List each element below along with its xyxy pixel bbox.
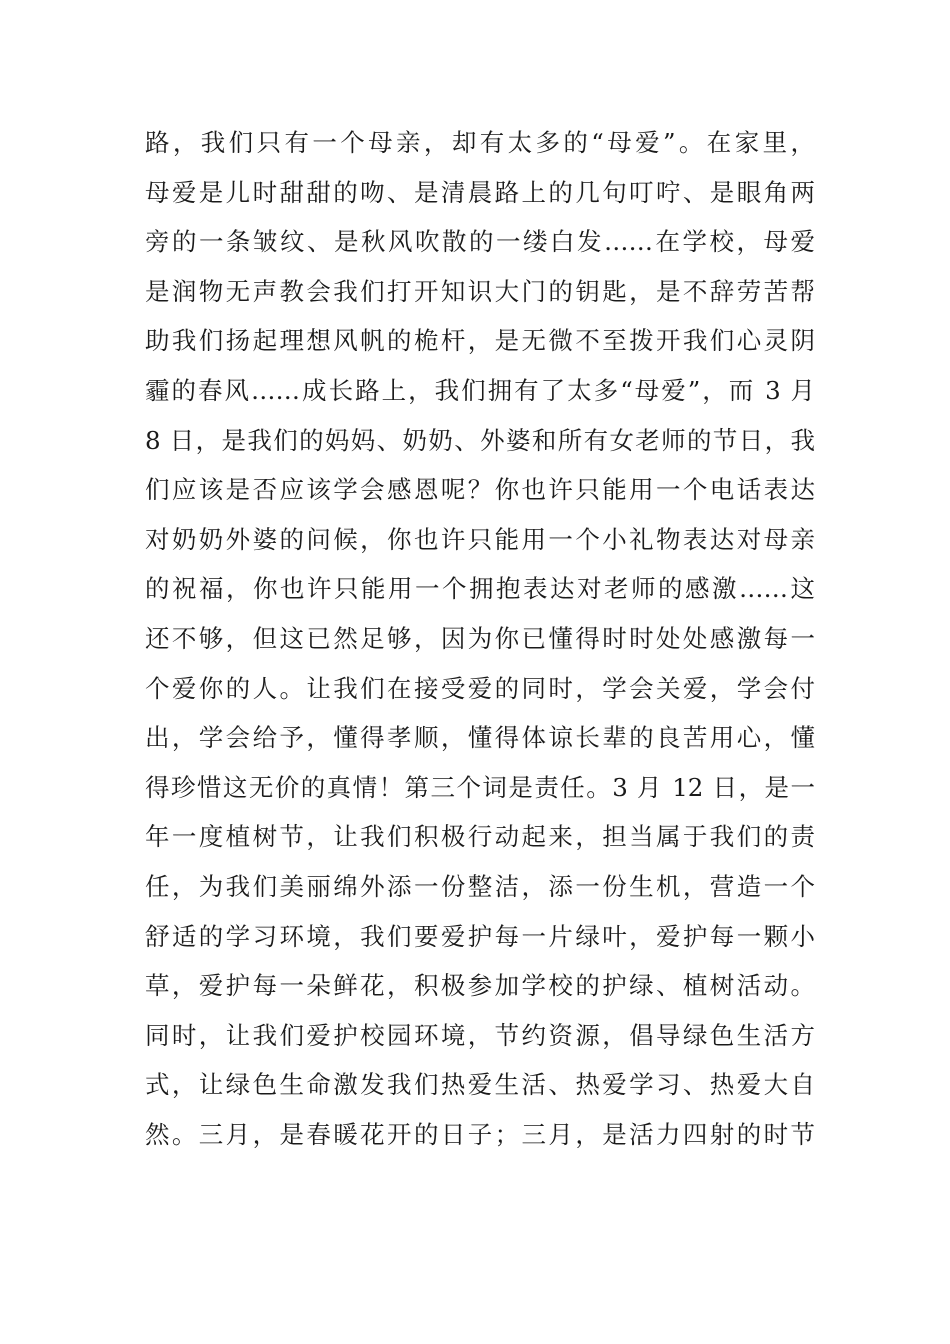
text-line: 年一度植树节，让我们积极行动起来，担当属于我们的责 xyxy=(145,822,815,852)
text-line: 式，让绿色生命激发我们热爱生活、热爱学习、热爱大自 xyxy=(145,1070,815,1100)
text-line: 出，学会给予，懂得孝顺，懂得体谅长辈的良苦用心，懂 xyxy=(145,723,815,753)
text-line: 是润物无声教会我们打开知识大门的钥匙，是不辞劳苦帮 xyxy=(145,276,815,306)
text-line: 母爱是儿时甜甜的吻、是清晨路上的几句叮咛、是眼角两 xyxy=(145,177,815,207)
text-line: 对奶奶外婆的问候，你也许只能用一个小礼物表达对母亲 xyxy=(145,524,815,554)
text-line: 旁的一条皱纹、是秋风吹散的一缕白发……在学校，母爱 xyxy=(145,227,815,257)
text-line: 助我们扬起理想风帆的桅杆，是无微不至拨开我们心灵阴 xyxy=(145,326,815,356)
text-line: 8 日，是我们的妈妈、奶奶、外婆和所有女老师的节日，我 xyxy=(145,425,815,455)
text-line: 的祝福，你也许只能用一个拥抱表达对老师的感激……这 xyxy=(145,574,815,604)
text-line: 霾的春风……成长路上，我们拥有了太多“母爱”，而 3 月 xyxy=(145,375,815,405)
text-line: 然。三月，是春暖花开的日子；三月，是活力四射的时节 xyxy=(145,1119,815,1149)
text-line: 任，为我们美丽绵外添一份整洁，添一份生机，营造一个 xyxy=(145,871,815,901)
text-line: 舒适的学习环境，我们要爱护每一片绿叶，爱护每一颗小 xyxy=(145,921,815,951)
text-line: 路，我们只有一个母亲，却有太多的“母爱”。在家里， xyxy=(145,128,815,157)
text-line: 还不够，但这已然足够，因为你已懂得时时处处感激每一 xyxy=(145,623,815,653)
text-line: 个爱你的人。让我们在接受爱的同时，学会关爱，学会付 xyxy=(145,673,815,703)
document-body xyxy=(145,118,815,1159)
text-line: 同时，让我们爱护校园环境，节约资源，倡导绿色生活方 xyxy=(145,1020,815,1050)
text-line: 们应该是否应该学会感恩呢？你也许只能用一个电话表达 xyxy=(145,475,815,505)
text-line: 草，爱护每一朵鲜花，积极参加学校的护绿、植树活动。 xyxy=(145,971,815,1001)
text-line: 得珍惜这无价的真情！第三个词是责任。3 月 12 日，是一 xyxy=(145,772,815,802)
